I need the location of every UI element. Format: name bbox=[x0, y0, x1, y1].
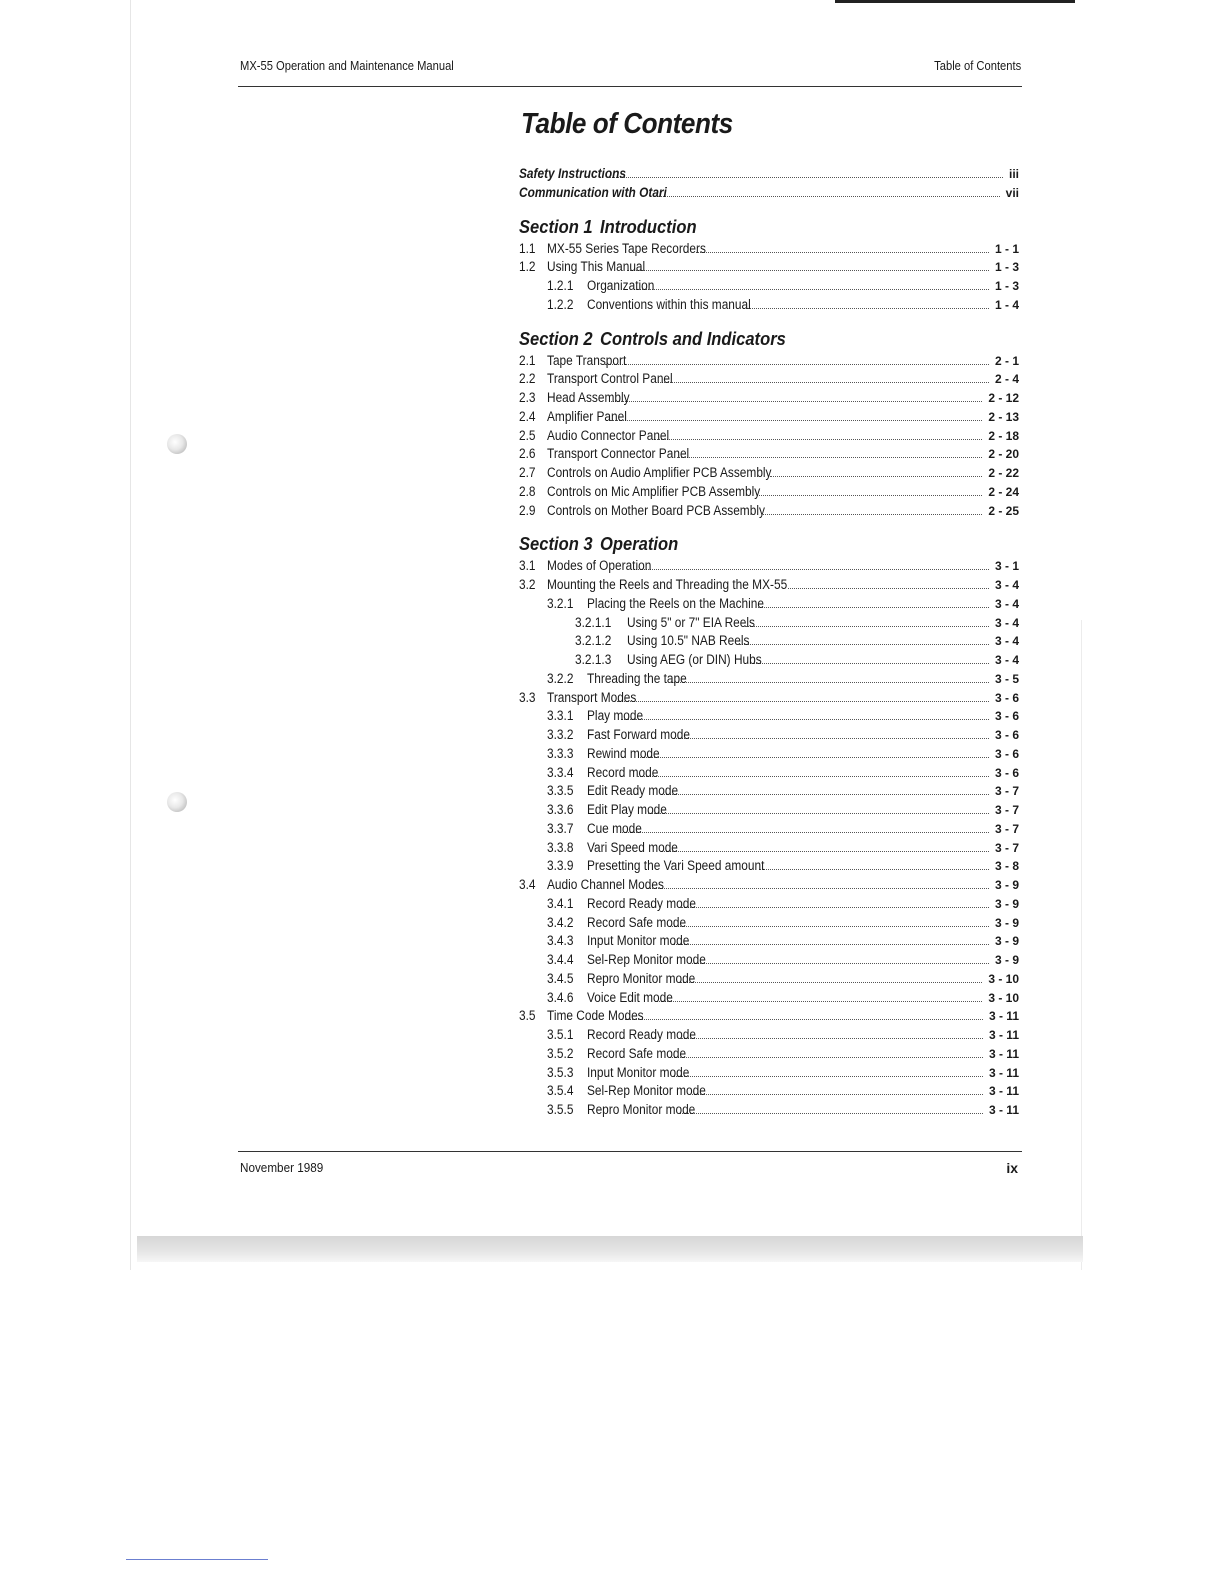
toc-entry[interactable] bbox=[519, 989, 1019, 1008]
dot-leader bbox=[680, 982, 982, 983]
entry-number: 3.2.1.1 bbox=[575, 614, 612, 630]
entry-page-number: 3 - 11 bbox=[988, 1103, 1019, 1117]
entry-number: 3.3.6 bbox=[547, 802, 574, 817]
dot-leader bbox=[757, 495, 982, 496]
toc-entry[interactable] bbox=[519, 595, 1019, 614]
entry-number: 3.3.1 bbox=[547, 708, 574, 724]
toc-entry[interactable] bbox=[519, 689, 1019, 708]
toc-entry[interactable] bbox=[519, 427, 1019, 446]
dot-leader bbox=[696, 252, 989, 253]
section-title: Introduction bbox=[599, 216, 697, 237]
entry-page-number: 2 - 12 bbox=[988, 391, 1019, 405]
toc-entry[interactable] bbox=[519, 914, 1019, 933]
entry-number: 1.2.2 bbox=[547, 296, 574, 312]
entry-title: Conventions within this manual bbox=[587, 296, 751, 312]
entry-number: 3.4.3 bbox=[547, 933, 574, 949]
entry-page-number: 3 - 11 bbox=[988, 1046, 1019, 1061]
dot-leader bbox=[606, 420, 983, 421]
entry-number: 2.9 bbox=[519, 502, 536, 518]
toc-entry[interactable] bbox=[519, 951, 1019, 970]
entry-page-number: 3 - 5 bbox=[994, 671, 1019, 686]
entry-page-number: 3 - 8 bbox=[994, 859, 1019, 874]
entry-title: Tape Transport bbox=[547, 352, 627, 368]
entry-page-number: 3 - 10 bbox=[988, 971, 1019, 986]
dot-leader bbox=[753, 663, 989, 664]
entry-page-number: 1 - 1 bbox=[994, 241, 1019, 256]
entry-title: Audio Channel Modes bbox=[547, 877, 664, 892]
dot-leader bbox=[617, 701, 989, 702]
entry-page-number: 1 - 3 bbox=[994, 260, 1019, 275]
dot-leader bbox=[770, 476, 982, 477]
entry-page-number: 2 - 1 bbox=[994, 353, 1019, 368]
entry-title: Record Safe mode bbox=[587, 1045, 687, 1061]
dot-leader bbox=[788, 588, 989, 589]
section-number: Section 1 bbox=[519, 216, 593, 237]
entry-title: Play mode bbox=[587, 708, 644, 724]
entry-page-number: 3 - 9 bbox=[994, 953, 1019, 967]
entry-page-number: 3 - 4 bbox=[994, 653, 1019, 667]
entry-title: Mounting the Reels and Threading the MX-55 bbox=[547, 577, 788, 592]
entry-number: 2.5 bbox=[519, 427, 536, 443]
toc-entry[interactable] bbox=[519, 240, 1019, 259]
entry-number: 3.5.4 bbox=[547, 1083, 574, 1099]
entry-page-number: 2 - 18 bbox=[988, 428, 1019, 443]
entry-page-number: 3 - 4 bbox=[994, 634, 1019, 649]
dot-leader bbox=[681, 907, 989, 908]
section-heading[interactable] bbox=[519, 532, 979, 557]
entry-page-number: 3 - 11 bbox=[988, 1084, 1019, 1099]
toc-entry[interactable] bbox=[519, 1064, 1019, 1083]
entry-number: 3.2.1.2 bbox=[575, 633, 612, 649]
toc-entry[interactable] bbox=[519, 782, 1019, 801]
entry-number: 2.6 bbox=[519, 446, 536, 462]
dot-leader bbox=[759, 869, 989, 870]
entry-number: 3.3.2 bbox=[547, 727, 574, 742]
entry-number: 3.4.6 bbox=[547, 989, 574, 1005]
section-number: Section 3 bbox=[519, 534, 593, 555]
entry-title: Transport Control Panel bbox=[547, 371, 673, 387]
section-block bbox=[519, 215, 1019, 315]
dot-leader bbox=[654, 439, 982, 440]
entry-title: Amplifier Panel bbox=[547, 408, 627, 424]
entry-title: Audio Connector Panel bbox=[547, 427, 670, 443]
scan-right-edge bbox=[1081, 620, 1082, 1270]
entry-title: Transport Connector Panel bbox=[547, 446, 690, 462]
dot-leader bbox=[674, 1076, 983, 1077]
entry-page-number: 2 - 4 bbox=[994, 372, 1019, 387]
entry-page-number: 3 - 7 bbox=[994, 840, 1019, 855]
header-rule bbox=[238, 86, 1022, 87]
entry-page-number: 3 - 7 bbox=[994, 821, 1019, 836]
entry-number: 2.2 bbox=[519, 371, 536, 387]
dot-leader bbox=[681, 1038, 983, 1039]
entry-title: Communication with Otari bbox=[519, 184, 667, 200]
entry-page-number: 2 - 20 bbox=[988, 447, 1019, 462]
entry-number: 3.5.5 bbox=[547, 1102, 574, 1117]
entry-title: Fast Forward mode bbox=[587, 727, 691, 742]
section-number: Section 2 bbox=[519, 328, 593, 349]
toc-entry[interactable] bbox=[519, 707, 1019, 726]
entry-title: Record Ready mode bbox=[587, 1027, 696, 1042]
entry-page-number: 2 - 25 bbox=[988, 503, 1019, 518]
entry-title: Input Monitor mode bbox=[587, 933, 690, 949]
entry-page-number: 3 - 4 bbox=[994, 615, 1019, 630]
entry-number: 2.1 bbox=[519, 352, 536, 368]
entry-title: Safety Instructions bbox=[519, 166, 626, 181]
entry-number: 3.3.9 bbox=[547, 858, 574, 874]
dot-leader bbox=[692, 963, 989, 964]
entry-page-number: 3 - 4 bbox=[994, 578, 1019, 592]
footer-rule bbox=[238, 1151, 1022, 1152]
entry-title: Sel-Rep Monitor mode bbox=[587, 1083, 706, 1099]
dot-leader bbox=[763, 514, 983, 515]
dot-leader bbox=[634, 569, 989, 570]
entry-title: Repro Monitor mode bbox=[587, 1102, 696, 1117]
entry-number: 3.5.3 bbox=[547, 1064, 574, 1080]
entry-number: 1.2 bbox=[519, 259, 536, 275]
toc-entry[interactable] bbox=[519, 614, 1019, 633]
entry-title: Vari Speed mode bbox=[587, 839, 678, 855]
section-heading[interactable] bbox=[519, 327, 979, 352]
entry-number: 3.3.3 bbox=[547, 745, 574, 761]
dot-leader bbox=[658, 382, 989, 383]
entry-number: 2.7 bbox=[519, 465, 536, 480]
section-block bbox=[519, 532, 1019, 1120]
toc-entry[interactable] bbox=[519, 932, 1019, 951]
entry-page-number: 3 - 7 bbox=[994, 784, 1019, 799]
toc-entry[interactable] bbox=[519, 502, 1019, 521]
entry-title: Using 5" or 7" EIA Reels bbox=[627, 614, 755, 630]
entry-number: 3.3.5 bbox=[547, 783, 574, 799]
entry-number: 3.5 bbox=[519, 1008, 536, 1024]
toc-entry[interactable] bbox=[519, 370, 1019, 389]
running-header-section: Table of Contents bbox=[933, 58, 1021, 73]
toc-entry[interactable] bbox=[519, 258, 1019, 277]
toc-entry[interactable] bbox=[519, 876, 1019, 895]
entry-page-number: 3 - 9 bbox=[994, 934, 1019, 949]
dot-leader bbox=[609, 177, 1003, 178]
entry-page-number: 3 - 11 bbox=[988, 1065, 1019, 1080]
entry-page-number: 3 - 6 bbox=[994, 709, 1019, 724]
dot-leader bbox=[609, 401, 983, 402]
dot-leader bbox=[621, 719, 989, 720]
entry-number: 3.4.4 bbox=[547, 952, 574, 967]
entry-title: Rewind mode bbox=[587, 745, 660, 761]
entry-number: 3.3 bbox=[519, 689, 536, 705]
entry-title: Voice Edit mode bbox=[587, 989, 673, 1005]
entry-number: 3.2.1.3 bbox=[575, 652, 612, 667]
page-number: ix bbox=[1006, 1160, 1018, 1176]
entry-number: 1.2.1 bbox=[547, 278, 574, 293]
entry-page-number: 3 - 6 bbox=[994, 746, 1019, 761]
entry-title: Transport Modes bbox=[547, 689, 637, 705]
entry-title: Record Ready mode bbox=[587, 895, 696, 911]
entry-page-number: 1 - 3 bbox=[994, 279, 1019, 293]
entry-number: 3.2.1 bbox=[547, 595, 574, 611]
toc-entry[interactable] bbox=[519, 1082, 1019, 1101]
entry-title: Placing the Reels on the Machine bbox=[587, 595, 764, 611]
dot-leader bbox=[648, 813, 989, 814]
dot-leader bbox=[671, 682, 989, 683]
dot-leader bbox=[674, 738, 989, 739]
entry-number: 3.5.1 bbox=[547, 1027, 574, 1042]
entry-title: Input Monitor mode bbox=[587, 1064, 690, 1080]
entry-title: Modes of Operation bbox=[547, 558, 652, 574]
front-matter-list bbox=[519, 165, 1019, 203]
toc-entry[interactable] bbox=[519, 1045, 1019, 1064]
entry-number: 2.8 bbox=[519, 483, 536, 499]
toc-entry[interactable] bbox=[519, 296, 1019, 315]
entry-number: 3.4.1 bbox=[547, 895, 574, 911]
entry-number: 3.4 bbox=[519, 877, 536, 892]
entry-number: 2.3 bbox=[519, 390, 536, 405]
toc-entry[interactable] bbox=[519, 576, 1019, 595]
footer-date: November 1989 bbox=[240, 1160, 324, 1175]
toc-entry[interactable] bbox=[519, 352, 1019, 371]
dot-leader bbox=[640, 757, 989, 758]
entry-title: Cue mode bbox=[587, 820, 642, 836]
toc-entry[interactable] bbox=[519, 970, 1019, 989]
dot-leader bbox=[648, 888, 989, 889]
entry-page-number: 3 - 10 bbox=[988, 990, 1019, 1005]
entry-page-number: 2 - 22 bbox=[988, 466, 1019, 480]
dot-leader bbox=[692, 1094, 983, 1095]
entry-number: 3.3.7 bbox=[547, 820, 574, 836]
page-title: Table of Contents bbox=[521, 108, 733, 140]
corner-underline bbox=[126, 1559, 268, 1560]
toc-entry[interactable] bbox=[519, 857, 1019, 876]
toc-entry[interactable] bbox=[519, 764, 1019, 783]
toc-entry[interactable] bbox=[519, 670, 1019, 689]
dot-leader bbox=[620, 832, 989, 833]
entry-page-number: 2 - 24 bbox=[988, 484, 1019, 499]
entry-number: 3.4.5 bbox=[547, 970, 574, 986]
toc-entry[interactable] bbox=[519, 651, 1019, 670]
front-matter-entry[interactable] bbox=[519, 184, 1019, 203]
entry-page-number: 3 - 1 bbox=[994, 559, 1019, 574]
entry-title: Using This Manual bbox=[547, 259, 646, 275]
dot-leader bbox=[674, 944, 989, 945]
entry-title: Organization bbox=[587, 278, 655, 293]
dot-leader bbox=[605, 364, 989, 365]
toc-entry[interactable] bbox=[519, 464, 1019, 483]
entry-page-number: 3 - 6 bbox=[994, 690, 1019, 705]
binder-punch-hole bbox=[167, 792, 187, 812]
entry-title: Edit Ready mode bbox=[587, 783, 679, 799]
table-of-contents bbox=[519, 165, 1019, 1132]
entry-title: Record mode bbox=[587, 764, 659, 780]
toc-entry[interactable] bbox=[519, 445, 1019, 464]
scan-page-shadow bbox=[137, 1236, 1083, 1262]
entry-page-number: 3 - 9 bbox=[994, 915, 1019, 930]
dot-leader bbox=[661, 794, 989, 795]
toc-entry[interactable] bbox=[519, 1101, 1019, 1120]
dot-leader bbox=[677, 457, 983, 458]
entry-title: Edit Play mode bbox=[587, 802, 667, 817]
dot-leader bbox=[743, 308, 989, 309]
front-matter-entry[interactable] bbox=[519, 165, 1019, 184]
toc-entry[interactable] bbox=[519, 1007, 1019, 1026]
entry-page-number: 3 - 9 bbox=[994, 896, 1019, 911]
dot-leader bbox=[655, 1001, 983, 1002]
binder-punch-hole bbox=[167, 434, 187, 454]
toc-entry[interactable] bbox=[519, 895, 1019, 914]
toc-entry[interactable] bbox=[519, 726, 1019, 745]
entry-number: 1.1 bbox=[519, 240, 536, 256]
entry-title: Time Code Modes bbox=[547, 1008, 644, 1024]
entry-number: 3.5.2 bbox=[547, 1045, 574, 1061]
entry-page-number: 2 - 13 bbox=[988, 409, 1019, 424]
entry-title: Threading the tape bbox=[587, 670, 687, 686]
entry-title: Presetting the Vari Speed amount bbox=[587, 858, 765, 874]
running-header-manual-title: MX-55 Operation and Maintenance Manual bbox=[240, 58, 454, 73]
entry-number: 3.3.4 bbox=[547, 764, 574, 780]
dot-leader bbox=[758, 607, 989, 608]
toc-entry[interactable] bbox=[519, 389, 1019, 408]
entry-title: Repro Monitor mode bbox=[587, 970, 696, 986]
section-heading[interactable] bbox=[519, 215, 979, 240]
dot-leader bbox=[670, 1057, 983, 1058]
dot-leader bbox=[655, 196, 1000, 197]
scan-top-edge-line bbox=[835, 0, 1075, 3]
entry-number: 2.4 bbox=[519, 408, 536, 424]
dot-leader bbox=[634, 289, 989, 290]
section-title: Controls and Indicators bbox=[599, 328, 786, 349]
toc-entry[interactable] bbox=[519, 839, 1019, 858]
entry-title: Using AEG (or DIN) Hubs bbox=[627, 652, 762, 667]
dot-leader bbox=[625, 1019, 983, 1020]
entry-number: 3.2 bbox=[519, 577, 536, 592]
entry-number: 3.2.2 bbox=[547, 670, 574, 686]
dot-leader bbox=[739, 644, 989, 645]
toc-entry[interactable] bbox=[519, 277, 1019, 296]
toc-entry[interactable] bbox=[519, 801, 1019, 820]
entry-title: Controls on Mic Amplifier PCB Assembly bbox=[547, 483, 761, 499]
entry-title: Head Assembly bbox=[547, 390, 630, 405]
entry-page-number: 3 - 6 bbox=[994, 765, 1019, 780]
entry-number: 3.4.2 bbox=[547, 914, 574, 930]
entry-number: 3.3.8 bbox=[547, 839, 574, 855]
toc-entry[interactable] bbox=[519, 820, 1019, 839]
entry-title: Using 10.5" NAB Reels bbox=[627, 633, 750, 649]
section-title: Operation bbox=[599, 534, 679, 555]
dot-leader bbox=[745, 626, 989, 627]
entry-page-number: iii bbox=[1008, 167, 1019, 181]
dot-leader bbox=[638, 776, 989, 777]
toc-entry[interactable] bbox=[519, 1026, 1019, 1045]
entry-title: MX-55 Series Tape Recorders bbox=[547, 240, 706, 256]
entry-page-number: 3 - 7 bbox=[994, 803, 1019, 817]
entry-page-number: 3 - 6 bbox=[994, 728, 1019, 742]
section-block bbox=[519, 327, 1019, 521]
entry-page-number: 3 - 4 bbox=[994, 596, 1019, 611]
toc-entry[interactable] bbox=[519, 632, 1019, 651]
entry-page-number: 1 - 4 bbox=[994, 297, 1019, 312]
entry-page-number: 3 - 9 bbox=[994, 878, 1019, 892]
entry-title: Controls on Audio Amplifier PCB Assembly bbox=[547, 465, 772, 480]
dot-leader bbox=[627, 270, 989, 271]
entry-number: 3.1 bbox=[519, 558, 536, 574]
dot-leader bbox=[680, 1113, 983, 1114]
dot-leader bbox=[670, 926, 989, 927]
entry-title: Controls on Mother Board PCB Assembly bbox=[547, 502, 765, 518]
toc-entry[interactable] bbox=[519, 408, 1019, 427]
dot-leader bbox=[661, 851, 989, 852]
toc-entry[interactable] bbox=[519, 745, 1019, 764]
scan-left-edge bbox=[130, 0, 131, 1270]
entry-page-number: 3 - 11 bbox=[988, 1028, 1019, 1042]
entry-title: Record Safe mode bbox=[587, 914, 687, 930]
toc-entry[interactable] bbox=[519, 483, 1019, 502]
toc-entry[interactable] bbox=[519, 557, 1019, 576]
entry-page-number: vii bbox=[1005, 185, 1019, 200]
entry-page-number: 3 - 11 bbox=[988, 1009, 1019, 1024]
entry-title: Sel-Rep Monitor mode bbox=[587, 952, 706, 967]
